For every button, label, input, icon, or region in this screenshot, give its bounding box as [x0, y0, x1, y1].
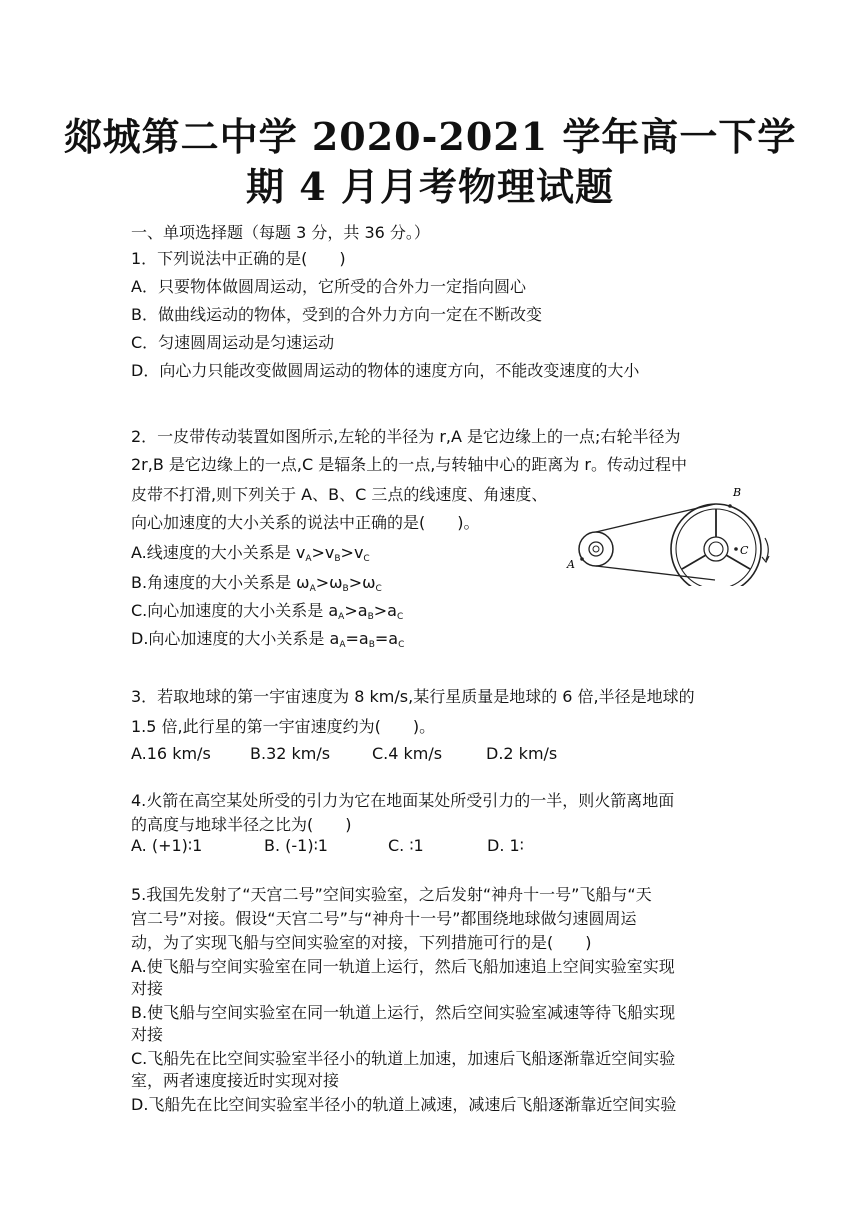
q3-stem-line2: 1.5 倍,此行星的第一宇宙速度约为( )。 — [131, 717, 436, 736]
q2-option-c-prefix: C.向心加速度的大小关系是 — [131, 601, 329, 620]
q2-stem-line2: 2r,B 是它边缘上的一点,C 是辐条上的一点,与转轴中心的距离为 r。传动过程中 — [131, 455, 688, 474]
q5-option-a-line1: A.使飞船与空间实验室在同一轨道上运行，然后飞船加速追上空间实验室实现 — [131, 957, 675, 976]
rotation-arrow-head — [762, 556, 769, 562]
point-a-marker — [580, 557, 584, 561]
q3-option-b: B.32 km/s — [250, 744, 331, 763]
label-a: A — [567, 558, 575, 571]
small-wheel — [579, 532, 613, 566]
q5-option-b-line1: B.使飞船与空间实验室在同一轨道上运行，然后空间实验室减速等待飞船实现 — [131, 1003, 676, 1022]
label-c: C — [740, 544, 749, 557]
belt-bottom-line — [596, 566, 715, 580]
large-wheel-axle — [709, 542, 723, 556]
large-wheel-hub — [704, 537, 728, 561]
q3-stem-line1: 3．若取地球的第一宇宙速度为 8 km/s,某行星质量是地球的 6 倍,半径是地球的 — [131, 687, 695, 706]
q5-stem-line2: 宫二号”对接。假设“天宫二号”与“神舟十一号”都围绕地球做匀速圆周运 — [131, 909, 637, 928]
q5-option-c-line1: C.飞船先在比空间实验室半径小的轨道上加速，加速后飞船逐渐靠近空间实验 — [131, 1049, 676, 1068]
rotation-arrow — [765, 538, 768, 560]
q4-option-b: B. (-1)∶1 — [264, 836, 328, 855]
q3-option-d: D.2 km/s — [486, 744, 558, 763]
exam-title-line2: 期 4 月月考物理试题 — [246, 164, 614, 209]
q4-option-d: D. 1∶ — [487, 836, 524, 855]
q2-option-c: C.向心加速度的大小关系是 $a_A>a_B>a_C$ — [131, 601, 404, 622]
q2-stem-line1: 2．一皮带传动装置如图所示,左轮的半径为 r,A 是它边缘上的一点;右轮半径为 — [131, 427, 681, 446]
point-b-marker — [728, 504, 732, 508]
q2-option-b-prefix: B.角速度的大小关系是 — [131, 573, 297, 592]
q1-option-b: B．做曲线运动的物体，受到的合外力方向一定在不断改变 — [131, 305, 542, 324]
q2-option-d: D.向心加速度的大小关系是 $a_A=a_B=a_C$ — [131, 629, 405, 650]
q5-stem-line3: 动，为了实现飞船与空间实验室的对接，下列措施可行的是( ) — [131, 933, 592, 952]
q2-option-a: A.线速度的大小关系是 $v_A>v_B>v_C$ — [131, 543, 370, 564]
q5-stem-line1: 5.我国先发射了“天宫二号”空间实验室，之后发射“神舟十一号”飞船与“天 — [131, 885, 652, 904]
q4-stem-line1: 4.火箭在高空某处所受的引力为它在地面某处所受引力的一半，则火箭离地面 — [131, 791, 675, 810]
belt-drive-figure — [560, 486, 780, 586]
q2-option-d-prefix: D.向心加速度的大小关系是 — [131, 629, 330, 648]
q4-stem-line2: 的高度与地球半径之比为( ) — [131, 815, 352, 834]
q2-stem-line3: 皮带不打滑,则下列关于 A、B、C 三点的线速度、角速度、 — [131, 485, 548, 504]
q3-option-a: A.16 km/s — [131, 744, 211, 763]
q2-stem-line4: 向心加速度的大小关系的说法中正确的是( )。 — [131, 513, 480, 532]
q1-option-a: A．只要物体做圆周运动，它所受的合外力一定指向圆心 — [131, 277, 526, 296]
q4-option-c: C. ∶1 — [388, 836, 424, 855]
label-b: B — [733, 486, 742, 499]
q5-option-b-line2: 对接 — [131, 1025, 164, 1044]
section-heading: 一、单项选择题（每题 3 分，共 36 分。） — [131, 223, 430, 242]
q2-option-a-prefix: A.线速度的大小关系是 — [131, 543, 296, 562]
q2-option-b: B.角速度的大小关系是 $\omega_A>\omega_B>\omega_C$ — [131, 573, 382, 594]
exam-title-line1: 郯城第二中学 2020-2021 学年高一下学 — [63, 114, 797, 159]
q1-option-d: D．向心力只能改变做圆周运动的物体的速度方向，不能改变速度的大小 — [131, 361, 640, 380]
spoke-2 — [726, 555, 750, 569]
spoke-3 — [682, 555, 706, 569]
q5-option-c-line2: 室，两者速度接近时实现对接 — [131, 1071, 340, 1090]
point-c-marker — [734, 547, 738, 551]
small-wheel-hub — [589, 542, 603, 556]
q5-option-a-line2: 对接 — [131, 979, 164, 998]
q5-option-d-line1: D.飞船先在比空间实验室半径小的轨道上减速，减速后飞船逐渐靠近空间实验 — [131, 1095, 677, 1114]
q1-option-c: C．匀速圆周运动是匀速运动 — [131, 333, 335, 352]
q3-option-c: C.4 km/s — [372, 744, 443, 763]
q4-option-a: A. (+1)∶1 — [131, 836, 203, 855]
q1-stem: 1．下列说法中正确的是( ) — [131, 249, 346, 268]
small-wheel-axle — [593, 546, 599, 552]
